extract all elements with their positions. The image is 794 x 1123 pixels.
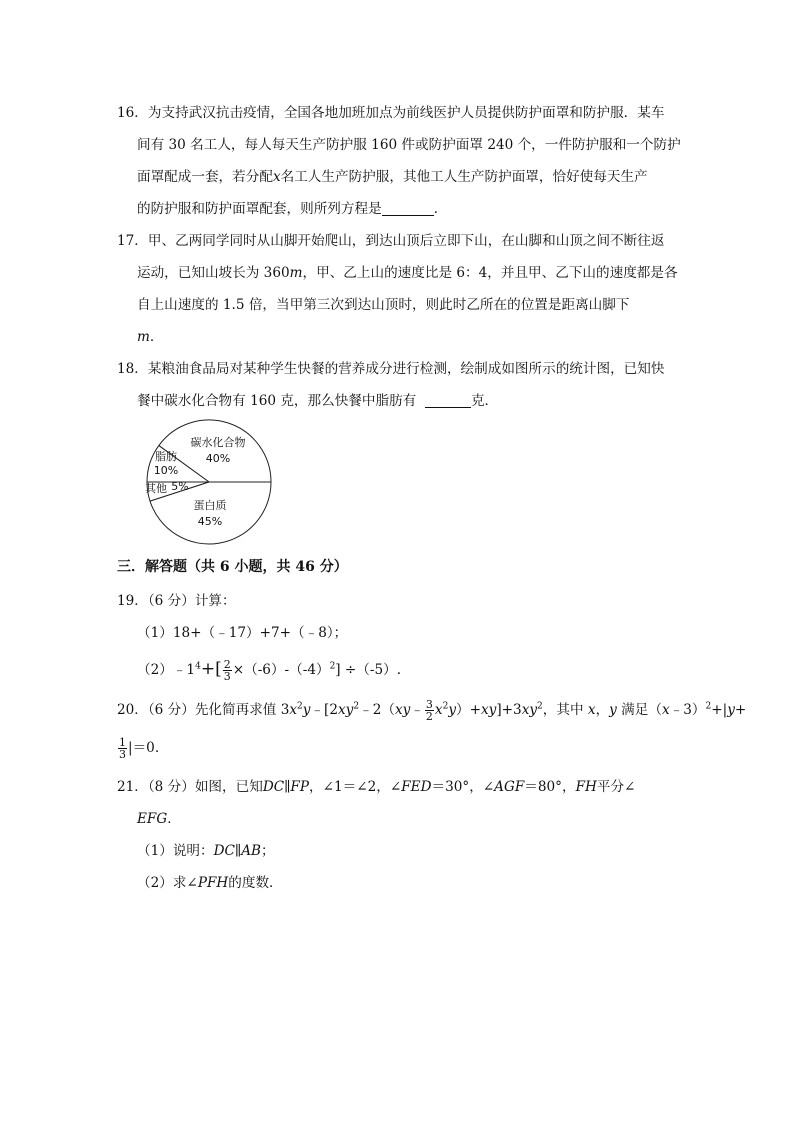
q21-line-2 [117,803,677,835]
q21-math: AGF [494,779,525,795]
fraction-numerator: 3 [425,698,433,711]
q20-text: ]+3 [496,702,522,718]
q16-text: 的防护服和防护面罩配套，则所列方程是 [137,201,382,217]
q16-line-4 [117,193,677,225]
q20-exponent: 2 [442,701,449,712]
pie-slice-value: 45% [197,515,223,528]
q19-head: 19．（6 分）计算： [117,593,236,609]
pie-slice-label: 碳水化合物 [190,436,246,449]
fraction-three-halves [425,699,434,722]
q20-var: x [587,702,596,718]
q16-text: 名工人生产防护服，其他工人生产防护面罩，恰好使每天生产 [280,169,648,185]
q21-text: ＝80°， [524,779,576,795]
q19-text: ×（-6）-（-4） [232,662,330,678]
q20-var: xy [521,702,538,718]
q20-var: y [609,702,617,718]
fraction-numerator: 2 [223,658,231,671]
q21-math: DC∥AB [213,843,262,859]
fraction-two-thirds [223,659,232,682]
q21-text: ． [167,811,181,827]
question-20 [117,692,747,768]
q20-var: y [448,702,456,718]
section-3-header: 三．解答题（共 6 小题，共 46 分） [117,559,348,575]
q19-text: +[ [200,659,222,679]
q20-text: ﹣2（ [359,702,395,718]
q21-line-1 [117,771,677,803]
q17-text: ． [149,329,164,345]
q20-text: ﹣3） [669,702,706,718]
q20-var: xy [394,702,411,718]
q21-math: FED [401,779,432,795]
fraction-numerator: 1 [119,736,126,749]
q18-line-2 [117,385,677,417]
q21-text: 的度数． [228,875,283,891]
q16-line-1: 16．为支持武汉抗击疫情，全国各地加班加点为前线医护人员提供防护面罩和防护服．某车 [117,105,665,121]
q20-var: xy [338,702,354,718]
q20-text: +| [711,702,728,718]
q16-text: 面罩配成一套，若分配 [137,169,273,185]
q20-exponent: 2 [297,701,303,712]
q20-exponent: 2 [537,701,543,712]
q19-text: （2） [137,662,173,678]
pie-slice-label: 脂肪 [155,450,177,463]
q18-line-1: 18．某粮油食品局对某种学生快餐的营养成分进行检测，绘制成如图所示的统计图，已知快 [117,361,665,377]
q20-line-2 [117,728,677,768]
q20-text: ）+ [456,702,481,718]
q18-text: 克． [470,393,499,409]
q20-text: |＝0. [128,740,160,756]
fraction-denominator: 2 [425,710,433,723]
pie-slice-label: 其他 [145,482,167,495]
question-16 [117,97,681,225]
q21-part-2 [117,867,677,899]
q16-text: ． [433,201,448,217]
q17-text: ，甲、乙上山的速度比是 6：4，并且甲、乙下山的速度都是各 [302,265,678,281]
nutrition-pie-chart [140,418,280,548]
q16-line-2: 间有 30 名工人，每人每天生产防护服 160 件或防护面罩 240 个，一件防护服和一个防护 [137,137,681,153]
q20-var: x [661,702,670,718]
q21-text: ，∠1＝∠2，∠ [308,779,402,795]
q21-text: ； [261,843,275,859]
q17-line-3: 自上山速度的 1.5 倍，当甲第三次到达山顶时，则此时乙所在的位置是距离山脚下 [137,297,630,313]
q18-text: 餐中碳水化合物有 160 克，那么快餐中脂肪有 [137,393,417,409]
q16-line-3 [117,161,677,193]
q21-math: DC∥FP [262,779,309,795]
q17-unit-m: m [137,329,150,345]
q20-exponent: 2 [705,701,712,712]
q19-text: ] ÷（-5）. [335,662,402,678]
answer-blank[interactable] [382,200,434,216]
question-21 [117,771,677,899]
q20-line-1: 20．（6 分）先化简再求值 $3x^2y﹣[2xy^2﹣2(xy﹣$ $\frac{3}{2}$ $x^2y)+xy]+3xy^2$，其中 x，y 满足（x﹣3）$^2$+|y+ [117,698,747,723]
pie-slice-value: 10% [153,464,179,477]
q19-exponent: 4 [195,661,201,672]
q17-line-2 [117,257,677,289]
pie-slice-value: 5% [171,480,189,493]
q21-math: PFH [197,875,229,891]
q20-text: ﹣ [410,702,424,718]
q21-math: EFG [137,811,168,827]
fraction-denominator: 3 [119,748,126,761]
q19-exponent: 2 [329,661,336,672]
q21-text: （1）说明： [137,843,214,859]
q21-math: FH [575,779,597,795]
q17-unit-m: m [289,265,303,281]
q21-text: 平分∠ [596,779,636,795]
q20-var: y [302,702,311,718]
q17-line-1: 17．甲、乙两同学同时从山脚开始爬山，到达山顶后立即下山，在山脚和山顶之间不断往返 [117,233,665,249]
q20-text: 20．（6 分）先化简再求值 3 [117,702,290,718]
q20-var: y [727,702,735,718]
q19-text: ﹣1 [172,662,196,678]
pie-slice-value: 40% [205,452,231,465]
fraction-one-third [118,737,127,760]
q19-part-1: （1）18+（﹣17）+7+（﹣8）； [137,625,348,641]
q20-var: x [434,702,443,718]
q21-text: （2）求∠ [137,875,198,891]
q19-part-2 [117,649,677,689]
q20-text: 满足（ [621,702,662,718]
answer-blank[interactable] [425,392,471,408]
q21-part-1 [117,835,677,867]
pie-slice-label: 蛋白质 [193,499,227,512]
q20-var: xy [480,702,497,718]
q20-var: x [289,702,298,718]
q16-variable-x: x [272,169,281,185]
question-17 [117,225,677,353]
q20-text: ，其中 [542,702,584,718]
q20-text: + [734,702,747,718]
q20-exponent: 2 [353,701,360,712]
question-19 [117,585,677,689]
q21-text: ＝30°，∠ [431,779,495,795]
question-18 [117,353,677,417]
q17-text: 运动，已知山坡长为 360 [137,265,290,281]
fraction-denominator: 3 [223,670,231,683]
q17-line-4 [117,321,677,353]
q20-text: ﹣[2 [310,702,339,718]
q21-text: 21．（8 分）如图，已知 [117,779,263,795]
